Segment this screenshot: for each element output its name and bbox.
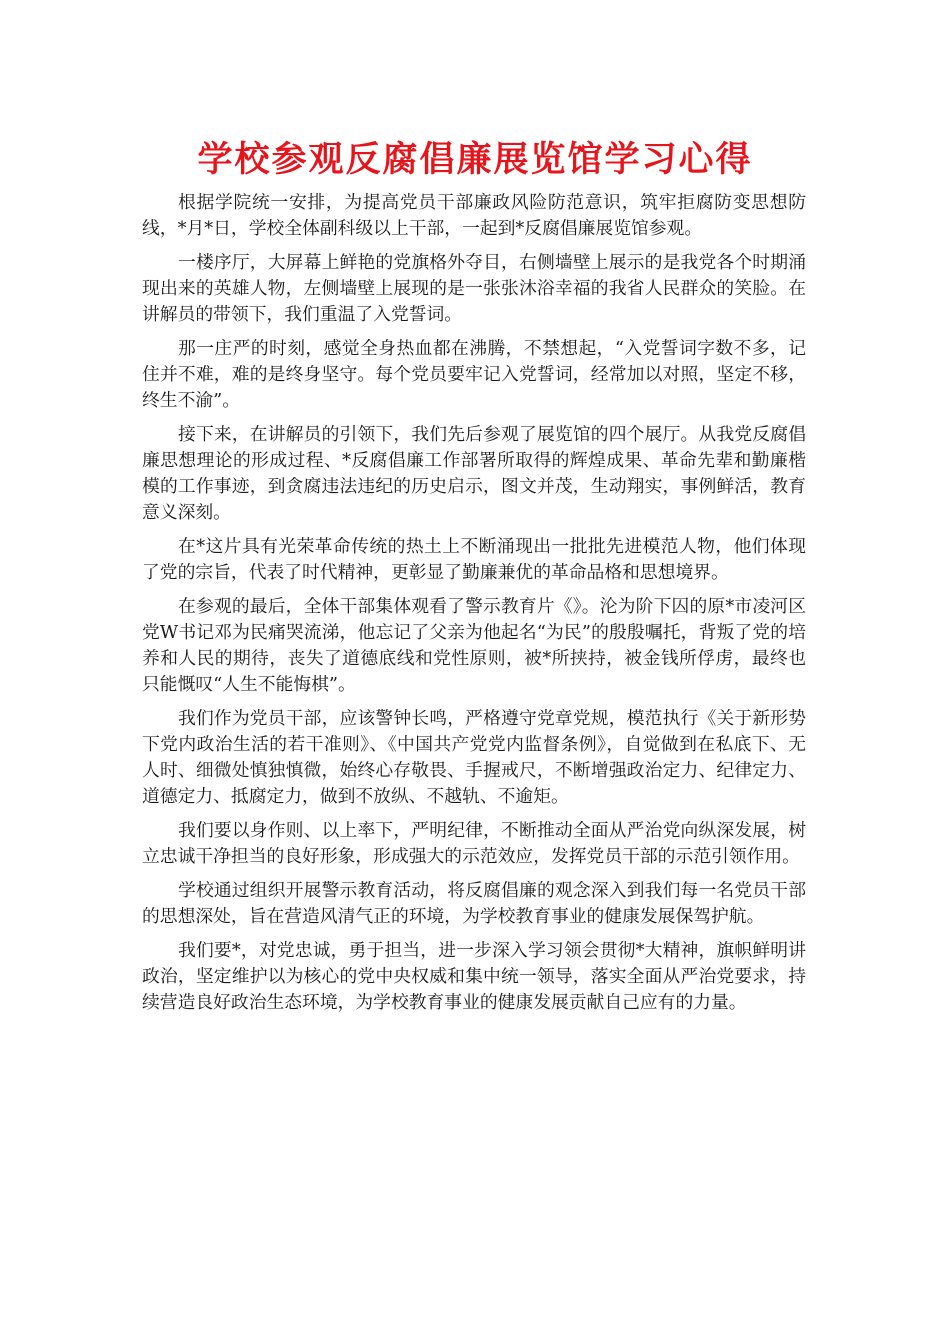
paragraph-9: 学校通过组织开展警示教育活动，将反腐倡廉的观念深入到我们每一名党员干部的思想深处，旨在营造风清气正的环境，为学校教育事业的健康发展保驾护航。	[142, 880, 806, 927]
paragraph-2: 一楼序厅，大屏幕上鲜艳的党旗格外夺目，右侧墙壁上展示的是我党各个时期涌现出来的英雄人物，左侧墙壁上展现的是一张张沐浴幸福的我省人民群众的笑脸。在讲解员的带领下，我们重温了入党誓词。	[142, 252, 806, 325]
paragraph-8: 我们要以身作则、以上率下，严明纪律，不断推动全面从严治党向纵深发展，树立忠诚干净担当的良好形象，形成强大的示范效应，发挥党员干部的示范引领作用。	[142, 820, 806, 867]
paragraph-3: 那一庄严的时刻，感觉全身热血都在沸腾，不禁想起，“入党誓词字数不多，记住并不难，难的是终身坚守。每个党员要牢记入党誓词，经常加以对照，坚定不移，终生不渝”。	[142, 338, 806, 411]
document-body	[142, 190, 806, 1024]
paragraph-7: 我们作为党员干部，应该警钟长鸣，严格遵守党章党规，模范执行《关于新形势下党内政治生活的若干准则》、《中国共产党党内监督条例》，自觉做到在私底下、无人时、细微处慎独慎微，始终心存敬畏、手握戒尺，不断增强政治定力、纪律定力、道德定力、抵腐定力，做到不放纵、不越轨、不逾矩。	[142, 708, 806, 807]
paragraph-4: 接下来，在讲解员的引领下，我们先后参观了展览馆的四个展厅。从我党反腐倡廉思想理论的形成过程、*反腐倡廉工作部署所取得的辉煌成果、革命先辈和勤廉楷模的工作事迹，到贪腐违法违纪的历史启示，图文并茂，生动翔实，事例鲜活，教育意义深刻。	[142, 424, 806, 523]
paragraph-1: 根据学院统一安排，为提高党员干部廉政风险防范意识，筑牢拒腐防变思想防线，*月*日，学校全体副科级以上干部，一起到*反腐倡廉展览馆参观。	[142, 192, 806, 239]
paragraph-5: 在*这片具有光荣革命传统的热土上不断涌现出一批批先进模范人物，他们体现了党的宗旨，代表了时代精神，更彰显了勤廉兼优的革命品格和思想境界。	[142, 536, 806, 583]
paragraph-10: 我们要*，对党忠诚，勇于担当，进一步深入学习领会贯彻*大精神，旗帜鲜明讲政治，坚定维护以为核心的党中央权威和集中统一领导，落实全面从严治党要求，持续营造良好政治生态环境，为学校教育事业的健康发展贡献自己应有的力量。	[142, 940, 806, 1013]
paragraph-6: 在参观的最后，全体干部集体观看了警示教育片《》。沦为阶下囚的原*市凌河区党W书记邓为民痛哭流涕，他忘记了父亲为他起名“为民”的殷殷嘱托，背叛了党的培养和人民的期待，丧失了道德底线和党性原则，被*所挟持，被金钱所俘虏，最终也只能慨叹“人生不能悔棋”。	[142, 596, 806, 695]
document-title: 学校参观反腐倡廉展览馆学习心得	[197, 139, 753, 180]
